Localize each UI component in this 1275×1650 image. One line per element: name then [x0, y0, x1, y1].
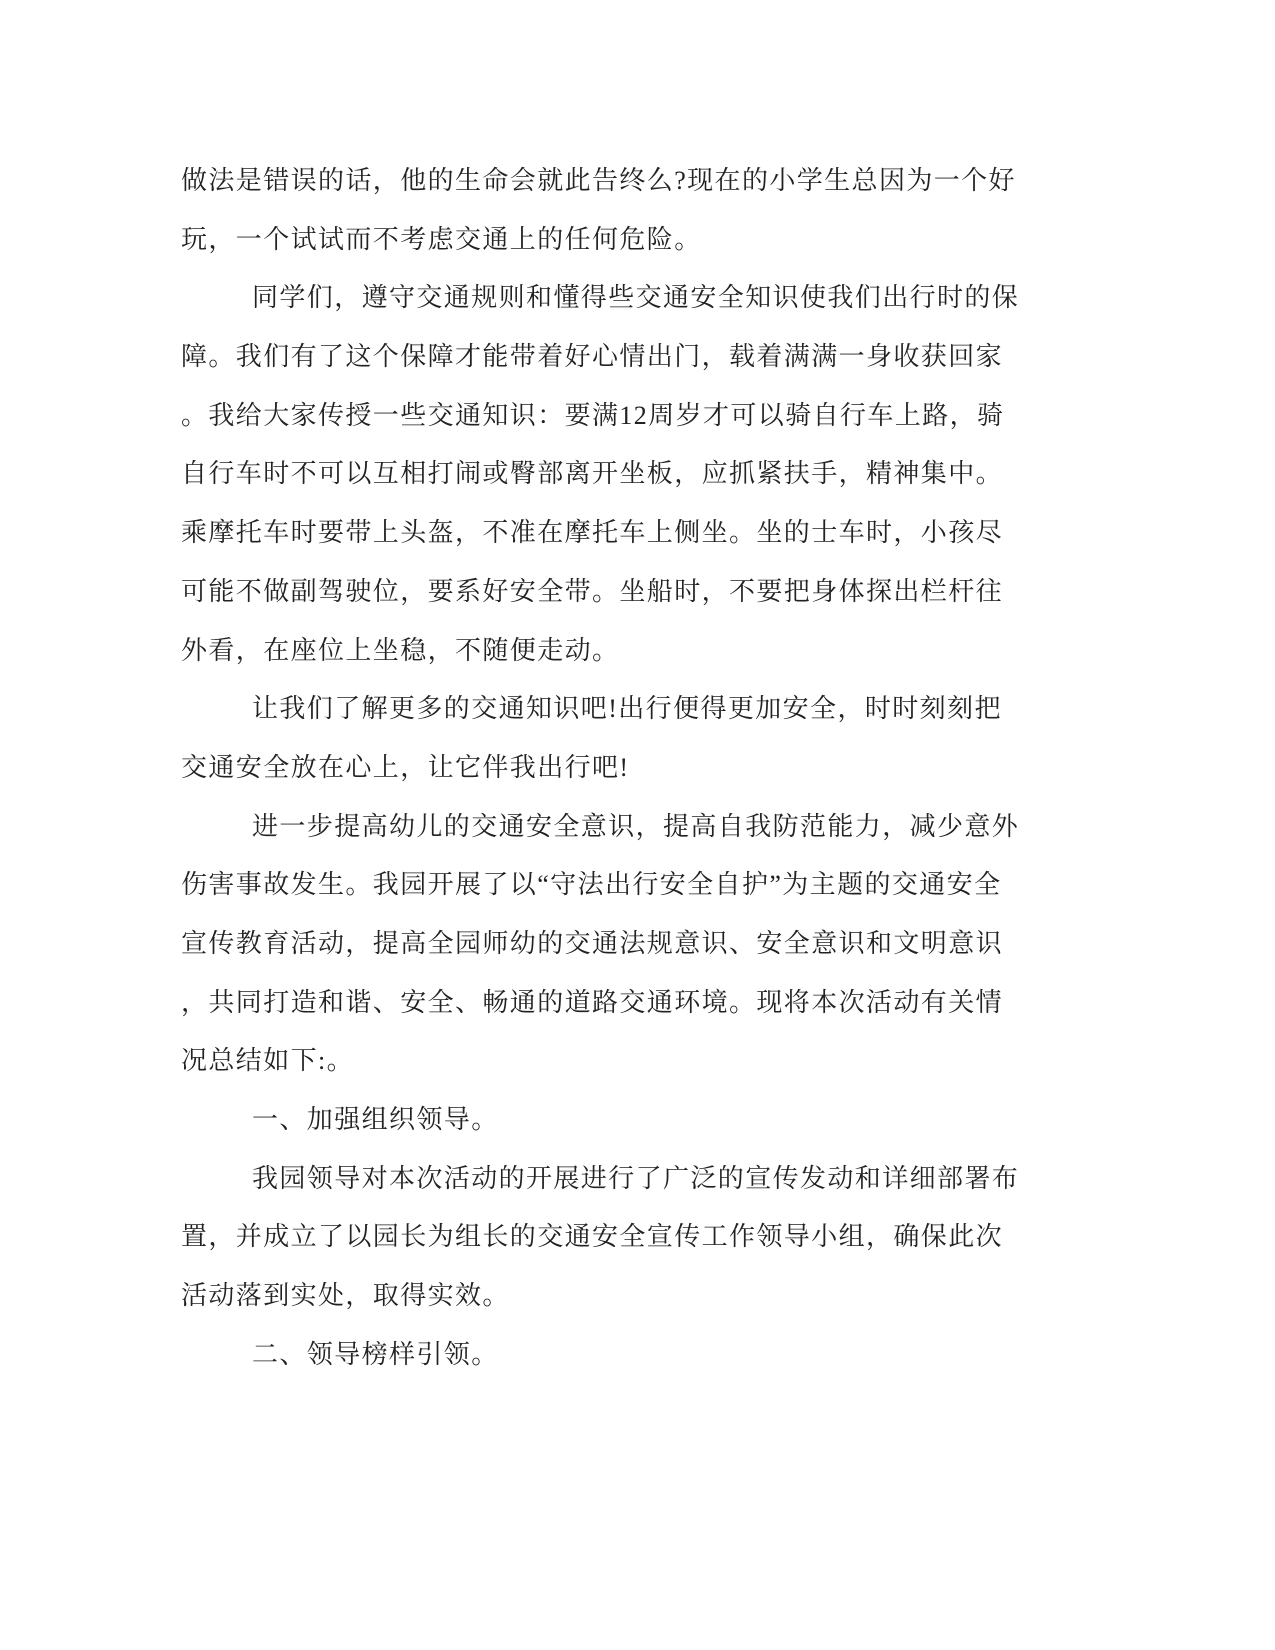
paragraph-continuation [181, 152, 1061, 269]
paragraph-traffic-knowledge [181, 269, 1061, 680]
body-line: 自行车时不可以互相打闹或臀部离开坐板，应抓紧扶手，精神集中。 [181, 459, 1004, 489]
document-body [181, 152, 1061, 1384]
body-line: 让我们了解更多的交通知识吧!出行便得更加安全，时时刻刻把 [252, 694, 1002, 724]
body-line: 我园领导对本次活动的开展进行了广泛的宣传发动和详细部署布 [252, 1163, 1020, 1193]
body-line: 置，并成立了以园长为组长的交通安全宣传工作领导小组，确保此次 [181, 1222, 1004, 1252]
body-line: 活动落到实处，取得实效。 [181, 1281, 510, 1311]
body-line: 玩，一个试试而不考虑交通上的任何危险。 [181, 224, 702, 254]
body-line: 障。我们有了这个保障才能带着好心情出门，载着满满一身收获回家 [181, 342, 1004, 372]
body-line: 做法是错误的话，他的生命会就此告终么?现在的小学生总因为一个好 [181, 166, 1016, 195]
body-line: 外看，在座位上坐稳，不随便走动。 [181, 635, 620, 665]
body-line: 交通安全放在心上，让它伴我出行吧! [181, 752, 630, 782]
paragraph-organization [181, 1150, 1061, 1326]
body-line: 。我给大家传授一些交通知识：要满12周岁才可以骑自行车上路，骑 [181, 400, 1005, 430]
section-heading: 一、加强组织领导。 [252, 1105, 499, 1134]
body-line: ，共同打造和谐、安全、畅通的道路交通环境。现将本次活动有关情 [181, 987, 1004, 1017]
section-heading-1 [181, 1091, 1061, 1150]
body-line: 伤害事故发生。我园开展了以“守法出行安全自护”为主题的交通安全 [181, 870, 1002, 900]
body-line: 乘摩托车时要带上头盔，不准在摩托车上侧坐。坐的士车时，小孩尽 [181, 518, 1004, 548]
body-line: 进一步提高幼儿的交通安全意识，提高自我防范能力，减少意外 [252, 811, 1020, 841]
paragraph-activity-intro [181, 798, 1061, 1091]
section-heading: 二、领导榜样引领。 [252, 1339, 499, 1369]
paragraph-closing-call [181, 680, 1061, 797]
body-line: 可能不做副驾驶位，要系好安全带。坐船时，不要把身体探出栏杆往 [181, 576, 1004, 606]
body-line: 宣传教育活动，提高全园师幼的交通法规意识、安全意识和文明意识 [181, 928, 1004, 958]
section-heading-2 [181, 1326, 1061, 1385]
body-line: 况总结如下:。 [181, 1046, 355, 1076]
body-line: 同学们，遵守交通规则和懂得些交通安全知识使我们出行时的保 [252, 283, 1020, 313]
